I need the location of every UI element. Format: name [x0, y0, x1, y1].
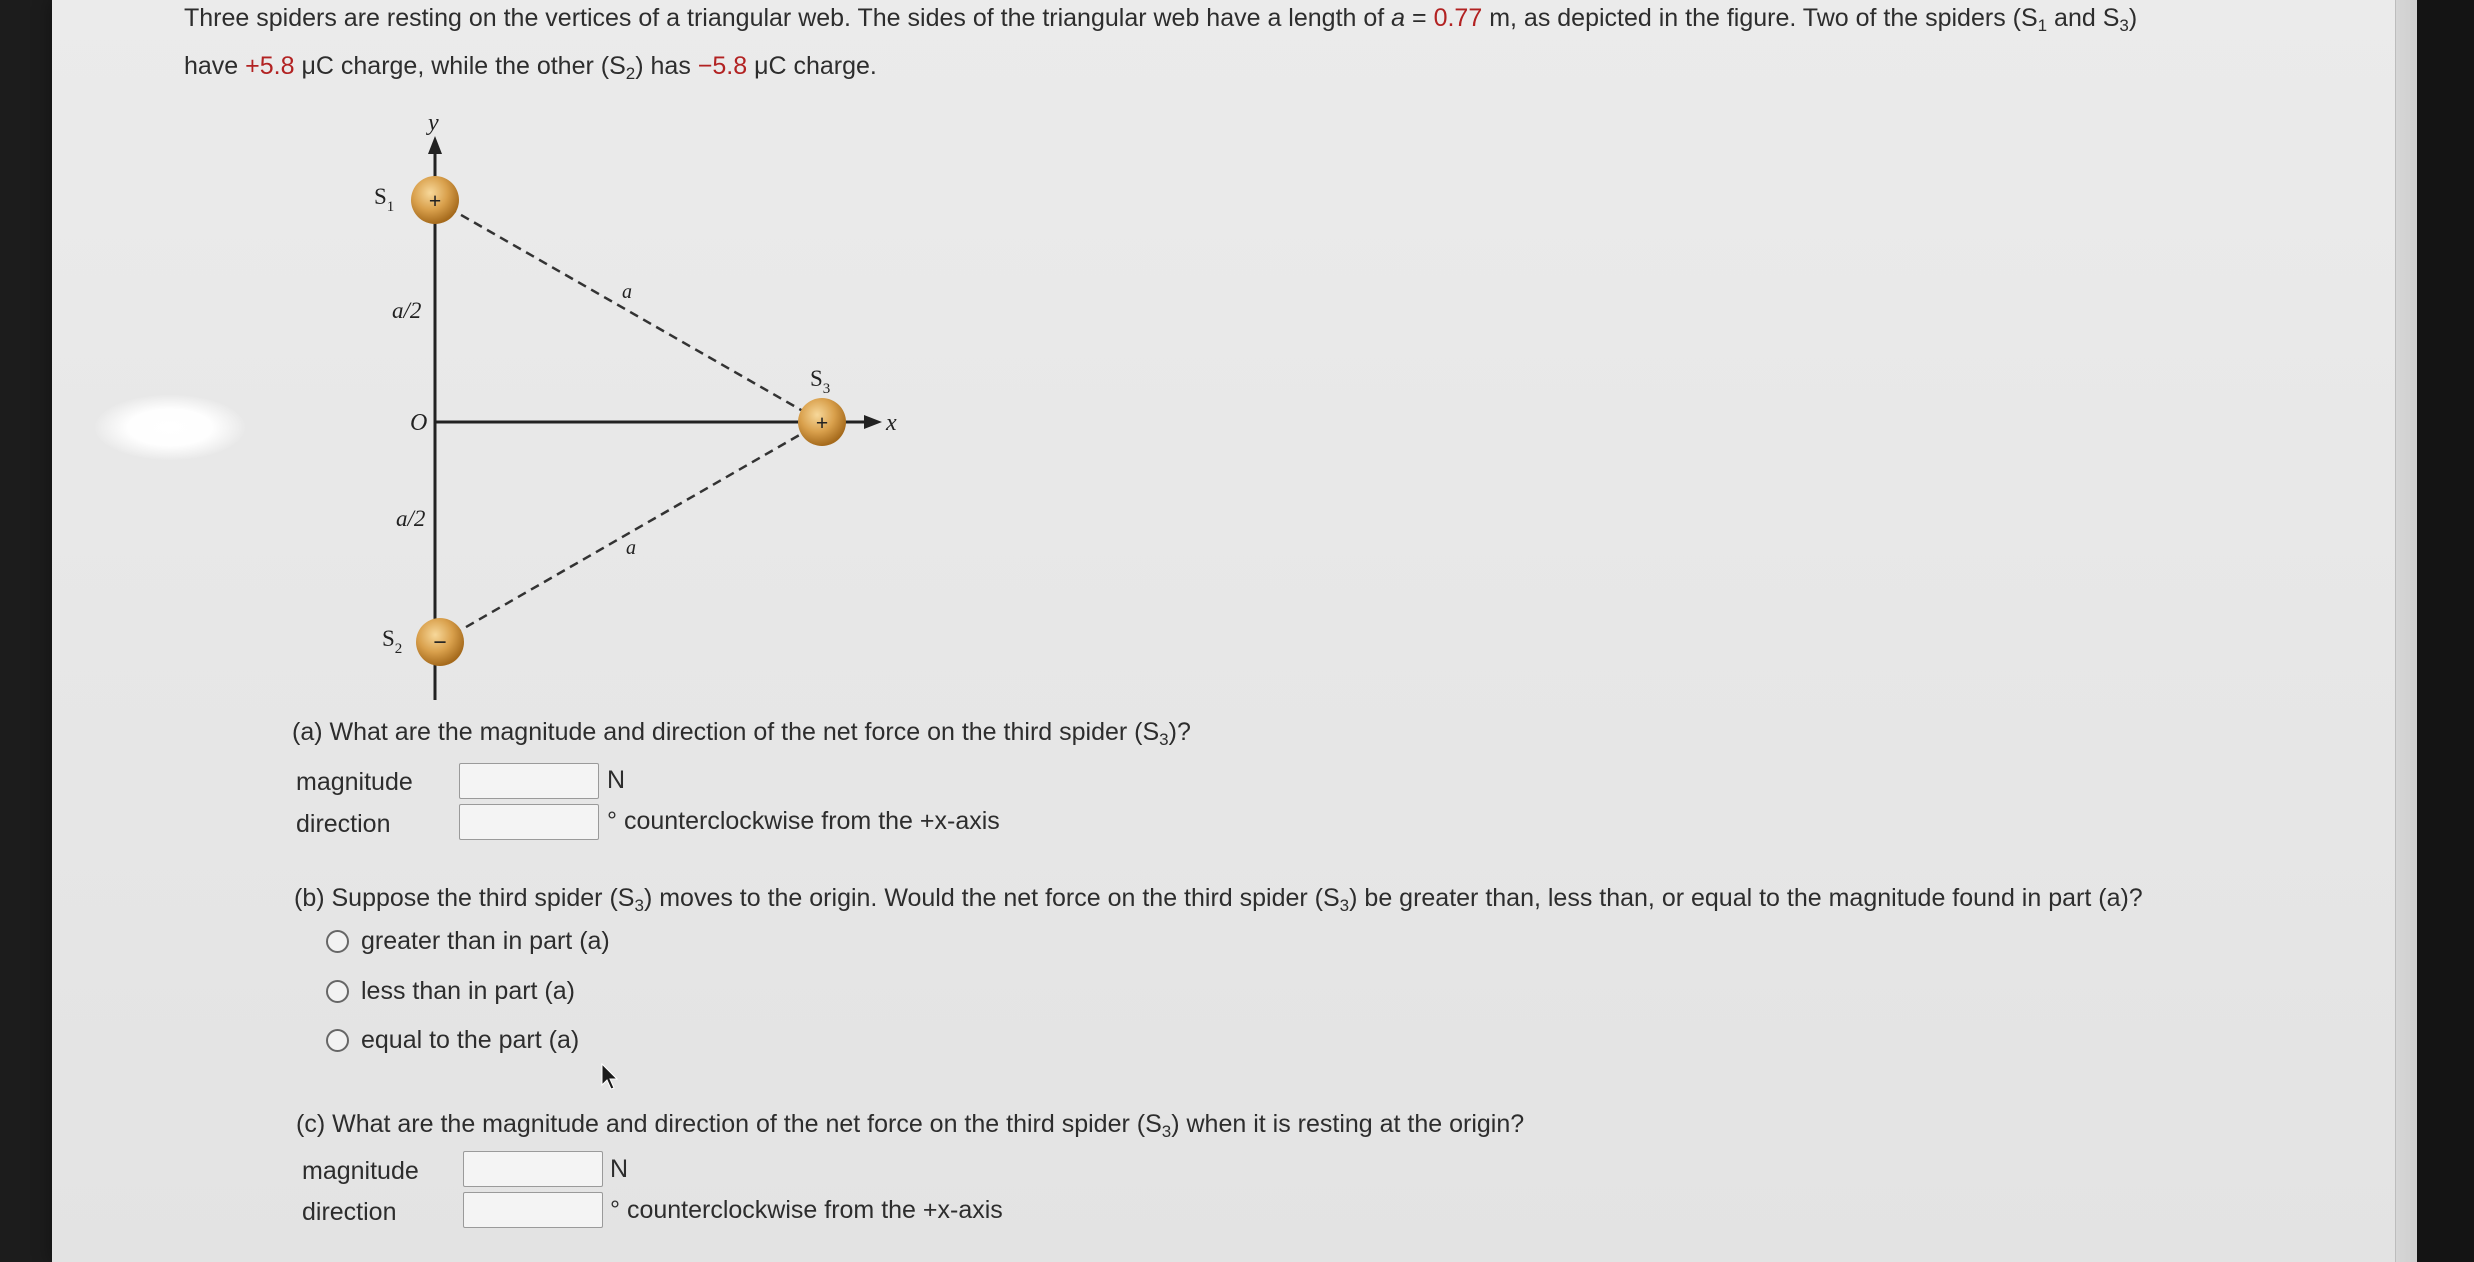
half-a-top-label: a/2: [392, 298, 422, 323]
side-s1-s3: [435, 200, 822, 422]
part-a-direction-unit: ° counterclockwise from the +x-axis: [607, 807, 1000, 835]
radio-less[interactable]: [326, 980, 349, 1003]
intro-text: Three spiders are resting on the vertices of a triangular web. The sides of the triangular web have a length of: [184, 4, 1392, 32]
s2-charge-sign: −: [433, 630, 447, 656]
part-a-magnitude-input[interactable]: [459, 763, 599, 799]
part-c-magnitude-unit: N: [610, 1155, 629, 1183]
side-a-top-label: a: [622, 281, 632, 303]
side-a-bottom-label: a: [626, 537, 636, 559]
part-c-question: (c) What are the magnitude and direction of the net force on the third spider $(S_3)$ when it is resting at the origin?: [296, 1110, 1525, 1141]
part-a-magnitude-unit: N: [607, 766, 626, 794]
side-s2-s3: [440, 422, 822, 642]
a-value: 0.77: [1433, 4, 1483, 32]
s1-charge-sign: +: [428, 188, 442, 213]
intro-have: have: [184, 52, 246, 80]
origin-label: O: [410, 410, 428, 436]
part-c-magnitude-label: magnitude: [302, 1157, 419, 1185]
radio-equal[interactable]: [326, 1029, 349, 1052]
intro-has: ) has: [635, 52, 698, 80]
subscript-1: 1: [2037, 16, 2048, 35]
s1-label: $S_1$: [374, 184, 395, 215]
monitor-bezel: [2417, 0, 2474, 1262]
part-c-direction-label: direction: [302, 1198, 397, 1226]
part-a-magnitude-label: magnitude: [296, 768, 413, 796]
part-a-question: (a) What are the magnitude and direction of the net force on the third spider $(S_3)$?: [292, 718, 1191, 749]
equals-sign: =: [1405, 4, 1434, 32]
triangle-figure: [360, 100, 920, 710]
problem-statement: [184, 0, 2384, 90]
part-a-direction-input[interactable]: [459, 804, 599, 840]
vertical-scrollbar[interactable]: [2395, 0, 2418, 1262]
subscript-3: 3: [2119, 16, 2129, 35]
part-a-direction-label: direction: [296, 810, 391, 838]
subscript-2: 2: [625, 64, 636, 83]
option-greater-label[interactable]: greater than in part (a): [361, 927, 610, 955]
part-c-direction-unit: ° counterclockwise from the +x-axis: [610, 1196, 1003, 1224]
x-axis-arrow: [864, 415, 882, 429]
intro-end: μC charge.: [747, 52, 877, 80]
intro-and: and S: [2047, 4, 2120, 32]
positive-charge-value: +5.8: [245, 52, 295, 80]
mouse-cursor-icon: [601, 1063, 619, 1091]
negative-charge-value: −5.8: [697, 52, 748, 80]
s3-label: $S_3$: [810, 366, 831, 397]
y-axis-arrow: [428, 136, 442, 154]
s2-label: $S_2$: [382, 626, 403, 657]
var-a: a: [1391, 4, 1406, 32]
s3-charge-sign: +: [815, 410, 829, 435]
part-c-magnitude-input[interactable]: [463, 1151, 603, 1187]
half-a-bottom-label: a/2: [396, 506, 426, 531]
x-axis-label: x: [886, 410, 897, 436]
charge-unit-text: μC charge, while the other (S: [294, 52, 626, 80]
radio-greater[interactable]: [326, 930, 349, 953]
option-less-label[interactable]: less than in part (a): [361, 977, 575, 1005]
part-c-direction-input[interactable]: [463, 1192, 603, 1228]
part-b-question: (b) Suppose the third spider $(S_3)$ moves to the origin. Would the net force on the third spider $(S_3)$ be greater than, less than, or equal to the magnitude found in part (a)?: [294, 884, 2143, 915]
intro-close-paren: ): [2128, 4, 2138, 32]
y-axis-label: y: [428, 110, 439, 136]
screen-glare: [95, 395, 245, 460]
option-equal-label[interactable]: equal to the part (a): [361, 1026, 580, 1054]
intro-text-2: m, as depicted in the figure. Two of the spiders (S: [1482, 4, 2038, 32]
